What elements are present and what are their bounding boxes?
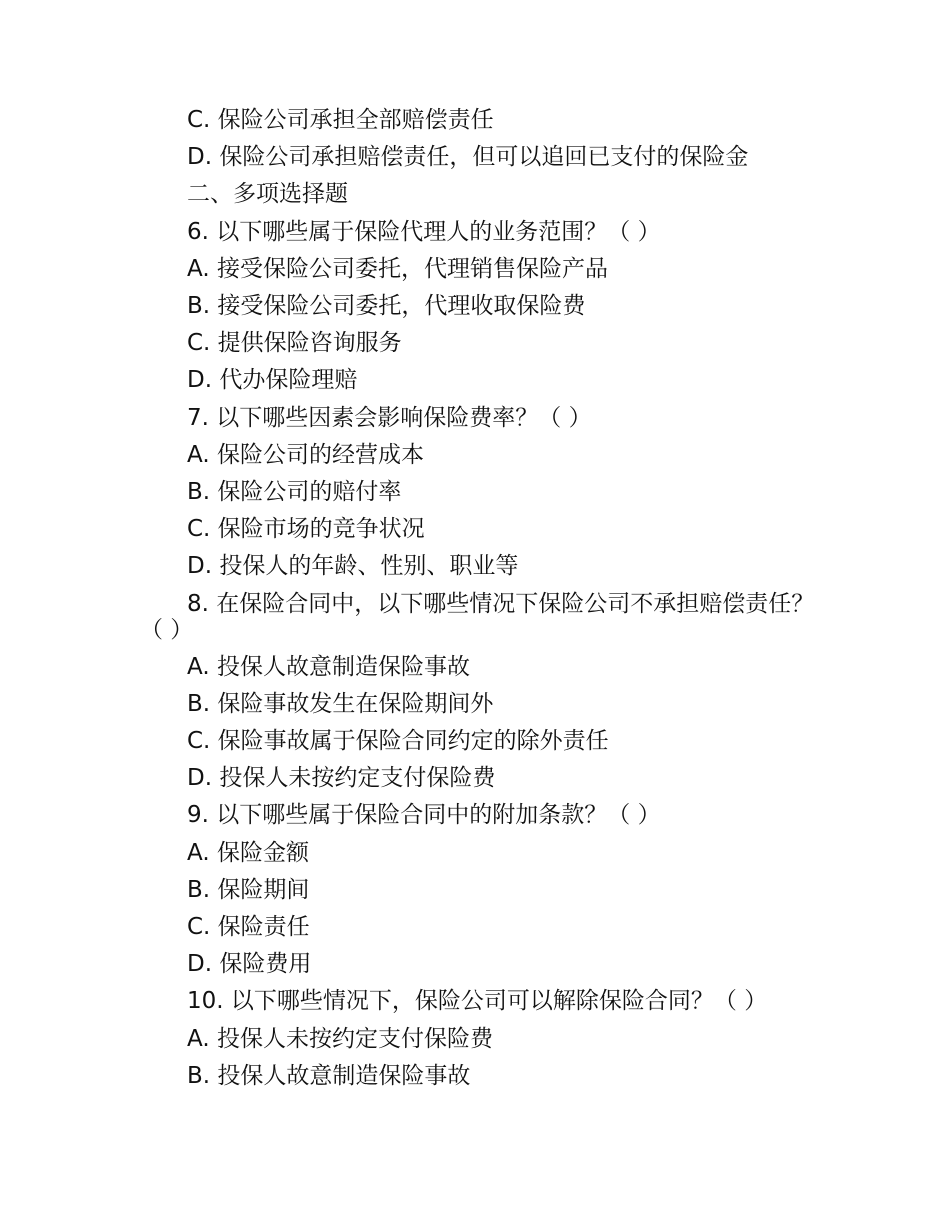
document-body (140, 102, 820, 1095)
option-line: A. 保险金额 (187, 839, 309, 866)
option-line: C. 保险责任 (187, 914, 310, 941)
option-line: B. 保险公司的赔付率 (187, 479, 402, 506)
option-line: A. 投保人故意制造保险事故 (187, 653, 470, 680)
option-line: A. 投保人未按约定支付保险费 (187, 1025, 493, 1052)
option-line: A. 接受保险公司委托，代理销售保险产品 (187, 255, 608, 282)
question-line: 7. 以下哪些因素会影响保险费率？（ ） (187, 404, 592, 431)
question-line: 9. 以下哪些属于保险合同中的附加条款？（ ） (187, 802, 661, 829)
option-line: C. 保险事故属于保险合同约定的除外责任 (187, 728, 609, 755)
option-line: D. 投保人未按约定支付保险费 (187, 765, 496, 792)
option-line: B. 接受保险公司委托，代理收取保险费 (187, 293, 586, 320)
question-line-wrapped: 8. 在保险合同中，以下哪些情况下保险公司不承担赔偿责任？（ ） (140, 590, 815, 643)
option-line: B. 保险期间 (187, 876, 310, 903)
option-line: D. 保险公司承担赔偿责任，但可以追回已支付的保险金 (187, 144, 749, 171)
option-line: B. 保险事故发生在保险期间外 (187, 690, 494, 717)
option-line: A. 保险公司的经营成本 (187, 441, 424, 468)
section-heading: 二、多项选择题 (187, 181, 348, 208)
question-line: 10. 以下哪些情况下，保险公司可以解除保险合同？（ ） (187, 988, 768, 1015)
option-line: D. 投保人的年龄、性别、职业等 (187, 553, 519, 580)
option-line: B. 投保人故意制造保险事故 (187, 1062, 471, 1089)
option-line: D. 代办保险理赔 (187, 367, 358, 394)
question-line: 6. 以下哪些属于保险代理人的业务范围？（ ） (187, 218, 661, 245)
option-line: C. 保险市场的竞争状况 (187, 516, 425, 543)
option-line: C. 保险公司承担全部赔偿责任 (187, 107, 494, 133)
option-line: C. 提供保险咨询服务 (187, 330, 402, 357)
option-line: D. 保险费用 (187, 951, 312, 978)
